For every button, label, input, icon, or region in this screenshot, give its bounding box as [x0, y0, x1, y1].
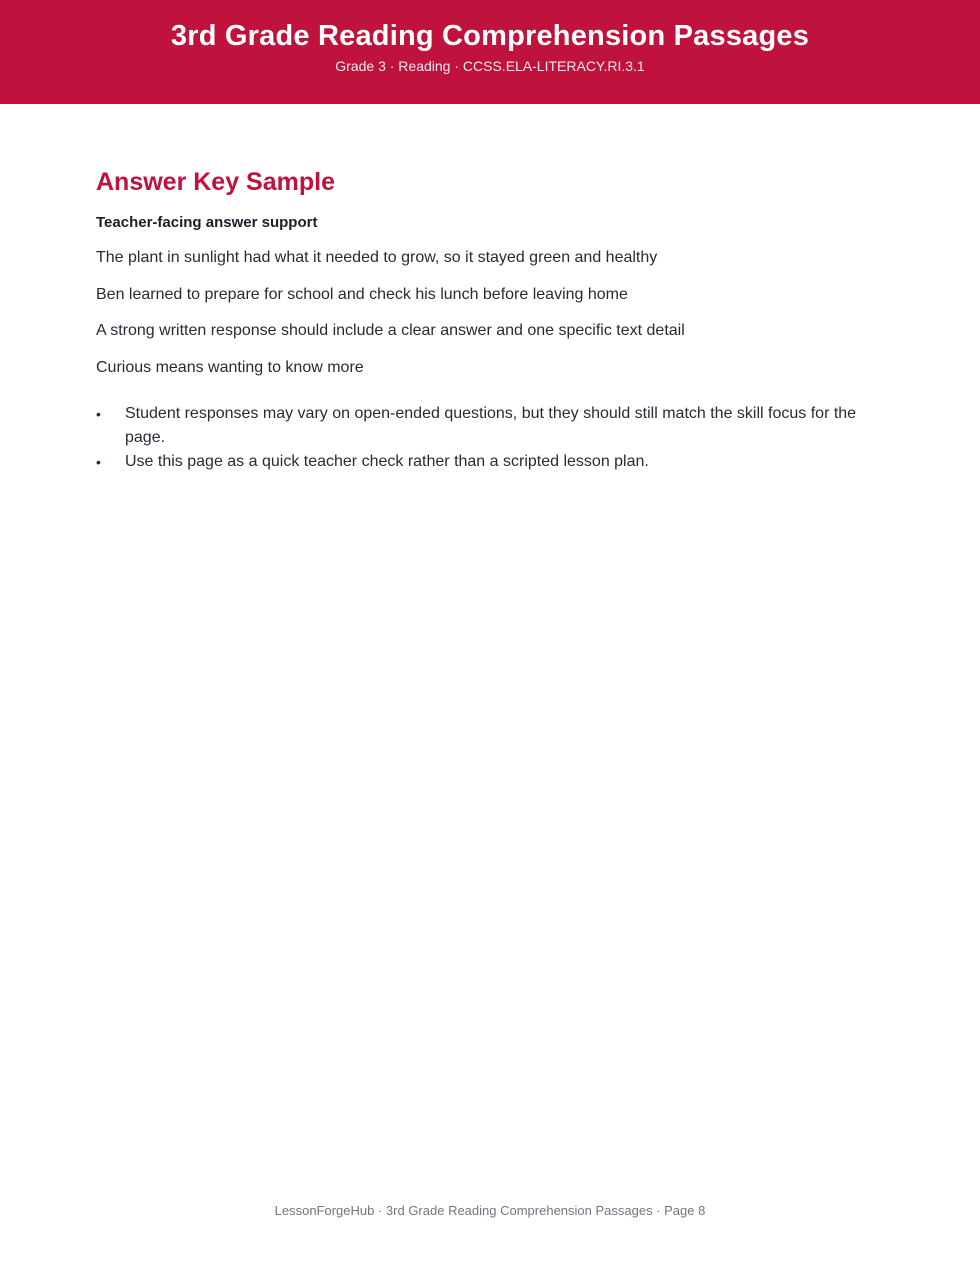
answer-item: Curious means wanting to know more — [96, 358, 364, 376]
answer-item: The plant in sunlight had what it needed to grow, so it stayed green and healthy — [96, 249, 658, 266]
list-item — [96, 450, 886, 474]
document-title: 3rd Grade Reading Comprehension Passages — [170, 20, 810, 52]
section-subtitle: Teacher-facing answer support — [96, 214, 318, 231]
note-text: Use this page as a quick teacher check rather than a scripted lesson plan. — [125, 452, 649, 470]
answer-item: Ben learned to prepare for school and check his lunch before leaving home — [96, 285, 628, 303]
answer-list — [96, 248, 886, 378]
document-subtitle: Grade 3 · Reading · CCSS.ELA-LITERACY.RI.3.1 — [335, 58, 645, 74]
page-footer: LessonForgeHub · 3rd Grade Reading Comprehension Passages · Page 8 — [274, 1203, 706, 1218]
bullet-icon: • — [96, 405, 101, 422]
list-item — [96, 402, 886, 450]
answer-item: A strong written response should include a clear answer and one specific text detail — [96, 322, 685, 339]
main-content — [96, 166, 886, 474]
bullet-icon: • — [96, 453, 101, 470]
teacher-notes-list — [96, 402, 886, 474]
note-text: Student responses may vary on open-ended questions, but they should still match the skill focus for the page. — [125, 404, 857, 446]
header-banner — [0, 0, 980, 104]
section-title: Answer Key Sample — [96, 168, 335, 196]
